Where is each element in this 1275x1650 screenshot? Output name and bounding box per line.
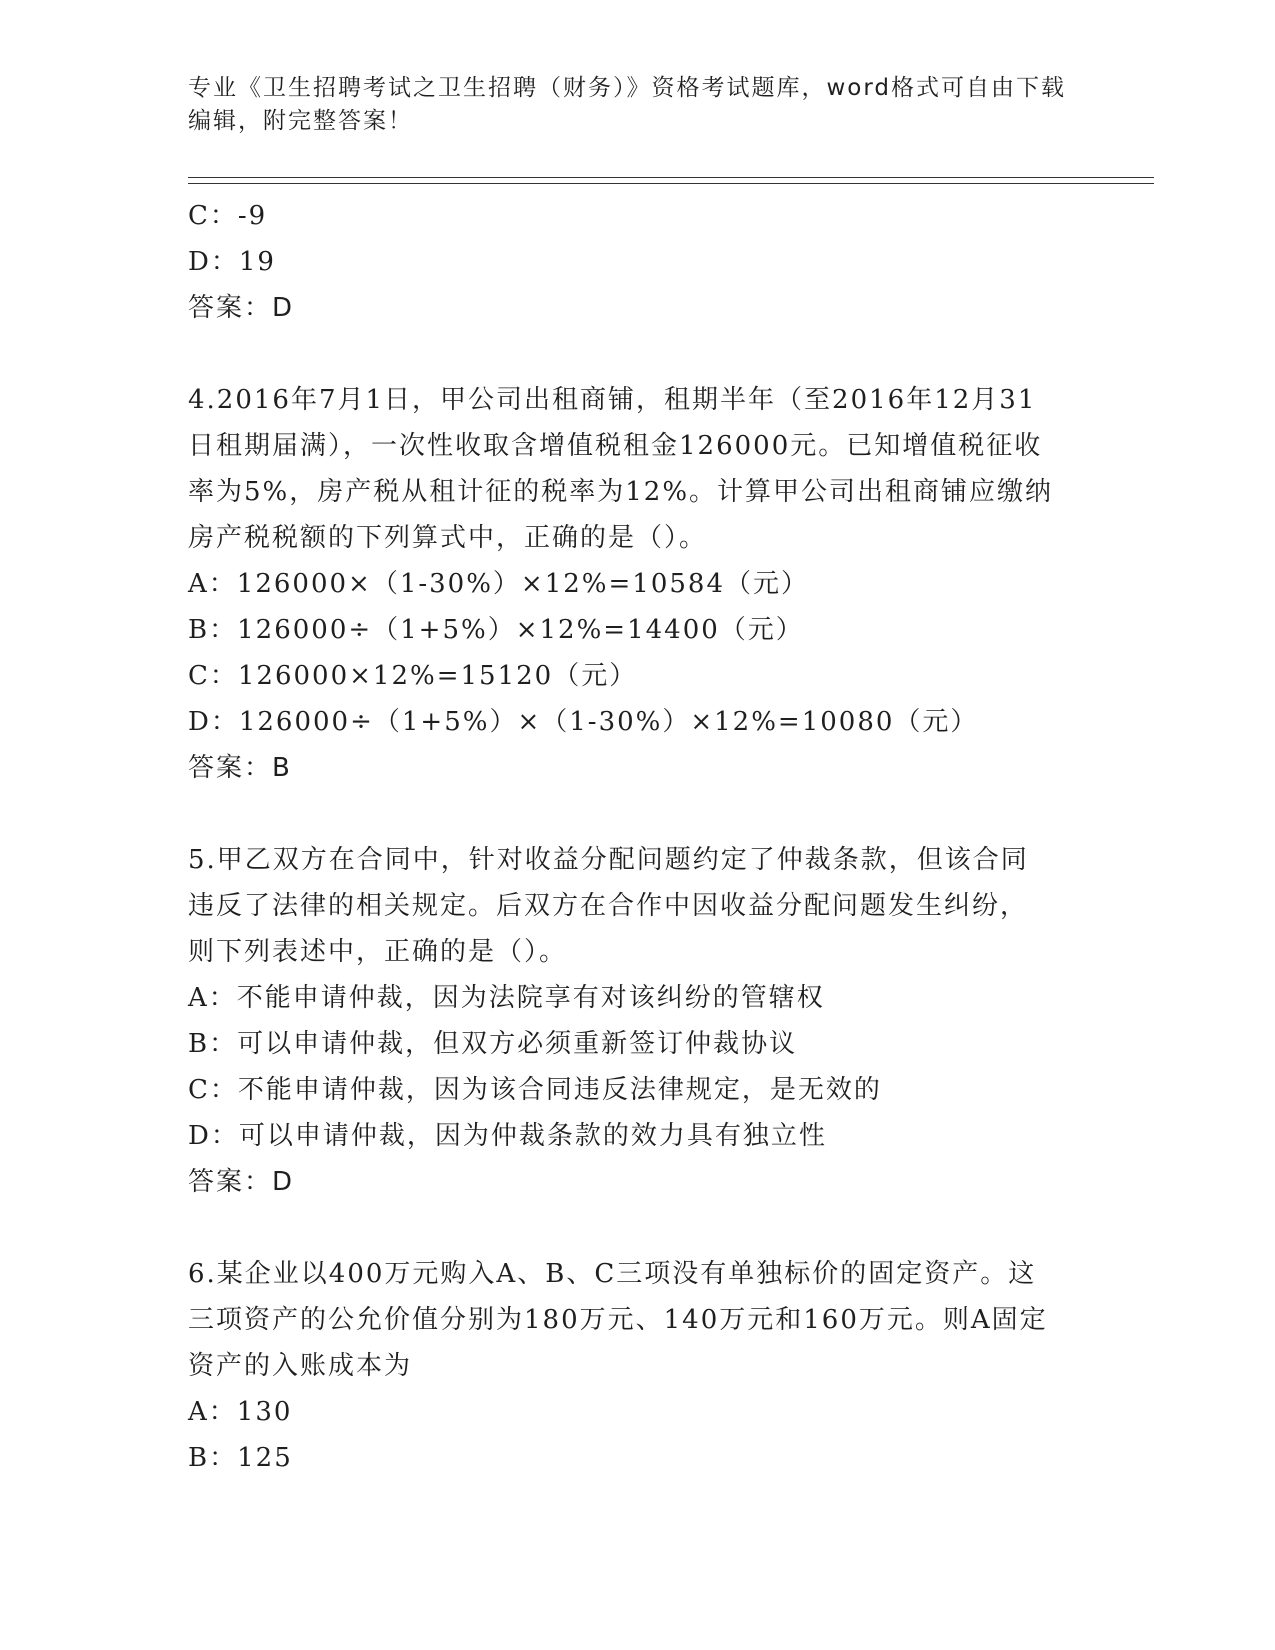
q6-option-b: B：125: [188, 1443, 293, 1473]
q4-option-b: B：126000÷（1+5%）×12%=14400（元）: [188, 615, 804, 645]
q5-option-d: D：可以申请仲裁，因为仲裁条款的效力具有独立性: [188, 1121, 827, 1151]
header-divider-top: [188, 177, 1154, 178]
q4-stem-line: 4.2016年7月1日，甲公司出租商铺，租期半年（至2016年12月31: [188, 385, 1037, 415]
q5-answer: 答案：D: [188, 1167, 295, 1197]
q4-answer: 答案：B: [188, 753, 292, 783]
q6-option-a: A：130: [188, 1397, 293, 1427]
q4-stem-line: 日租期届满），一次性收取含增值税租金126000元。已知增值税征收: [188, 431, 1043, 461]
q3-answer: 答案：D: [188, 293, 295, 323]
q5-stem-line: 5.甲乙双方在合同中，针对收益分配问题约定了仲裁条款，但该合同: [188, 845, 1029, 875]
q6-stem-line: 三项资产的公允价值分别为180万元、140万元和160万元。则A固定: [188, 1305, 1048, 1335]
q3-option-d: D：19: [188, 247, 276, 277]
q4-stem-line: 房产税税额的下列算式中，正确的是（）。: [188, 523, 708, 553]
spacer: [188, 1205, 1088, 1251]
q5-option-b: B：可以申请仲裁，但双方必须重新签订仲裁协议: [188, 1029, 798, 1059]
question-content: [188, 193, 1088, 1481]
header-line-2: 编辑，附完整答案！: [188, 108, 413, 134]
q5-stem-line: 违反了法律的相关规定。后双方在合作中因收益分配问题发生纠纷，: [188, 891, 1029, 921]
q6-stem-line: 6.某企业以400万元购入A、B、C三项没有单独标价的固定资产。这: [188, 1259, 1037, 1289]
q6-stem-line: 资产的入账成本为: [188, 1351, 413, 1381]
q5-option-c: C：不能申请仲裁，因为该合同违反法律规定，是无效的: [188, 1075, 882, 1105]
q5-stem-line: 则下列表述中，正确的是（）。: [188, 937, 568, 967]
q4-option-a: A：126000×（1-30%）×12%=10584（元）: [188, 569, 809, 599]
header-divider-bottom: [188, 183, 1154, 184]
q4-option-c: C：126000×12%=15120（元）: [188, 661, 638, 691]
q4-option-d: D：126000÷（1+5%）×（1-30%）×12%=10080（元）: [188, 707, 979, 737]
spacer: [188, 331, 1088, 377]
q4-stem-line: 率为5%，房产税从租计征的税率为12%。计算甲公司出租商铺应缴纳: [188, 477, 1054, 507]
q3-option-c: C：-9: [188, 201, 268, 231]
spacer: [188, 791, 1088, 837]
document-header: [188, 72, 1088, 138]
header-line-1: 专业《卫生招聘考试之卫生招聘（财务）》资格考试题库，word格式可自由下载: [188, 75, 1067, 101]
q5-option-a: A：不能申请仲裁，因为法院享有对该纠纷的管辖权: [188, 983, 825, 1013]
